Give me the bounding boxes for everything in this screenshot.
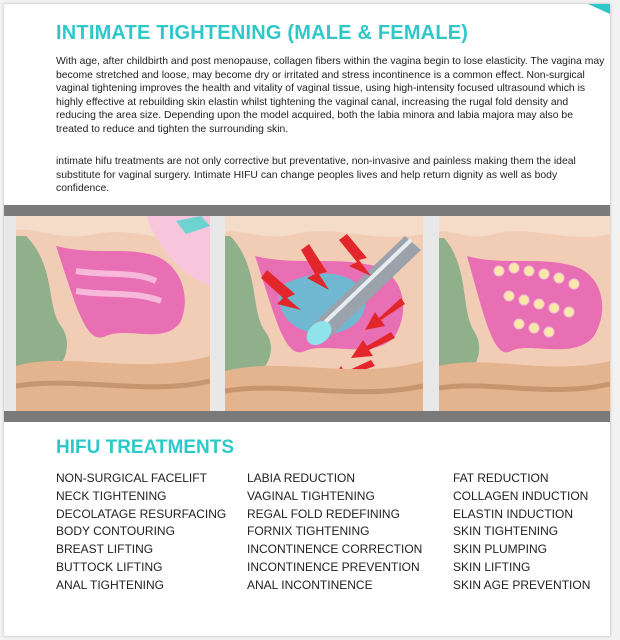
treatment-item: VAGINAL TIGHTENING [247, 488, 375, 503]
intro-paragraph: With age, after childbirth and post menopause, collagen fibers within the vagina begin to lose elasticity. The vagina may become stretched and loose, may become dry or irritated and stress incontinence is a common effect. Non-surgical vaginal tightening improves the health and vitality of vaginal tissue, using high-intensity focused ultrasound which is highly effective at rebuilding skin elastin whilst tightening the vaginal canal, increasing the rugal fold density and reducing the area size. Depending upon the model acquired, both the labia minora and labia majora may also be treated to reduce and tighten the surrounding skin. [56, 56, 605, 135]
treatment-item: NON-SURGICAL FACELIFT [56, 471, 207, 485]
before-treatment-panel [16, 216, 210, 411]
treatment-item: NECK TIGHTENING [56, 488, 167, 503]
treatments-column-2 [247, 470, 422, 595]
treatment-item: LABIA REDUCTION [247, 471, 356, 485]
page-title: INTIMATE TIGHTENING (MALE & FEMALE) [56, 22, 469, 44]
treatment-item: INCONTINENCE PREVENTION [247, 559, 420, 574]
treatments-column-1 [56, 470, 226, 595]
treatment-item: ELASTIN INDUCTION [453, 506, 574, 521]
treatment-item: REGAL FOLD REDEFINING [247, 506, 400, 521]
treatment-item: FORNIX TIGHTENING [247, 524, 370, 539]
document-page [4, 4, 610, 636]
secondary-paragraph: intimate hifu treatments are not only corrective but preventative, non-invasive and painless making them the ideal substitute for vaginal surgery. Intimate HIFU can change peoples lives and help return dignity as well as body confidence. [56, 156, 576, 195]
treatment-item: BUTTOCK LIFTING [56, 559, 163, 574]
treatment-item: SKIN PLUMPING [453, 542, 548, 557]
during-treatment-panel [225, 216, 423, 411]
treatment-item: INCONTINENCE CORRECTION [247, 542, 423, 557]
treatment-item: ANAL INCONTINENCE [247, 577, 373, 592]
treatment-item: SKIN TIGHTENING [453, 524, 559, 539]
treatments-title: HIFU TREATMENTS [56, 437, 235, 458]
treatment-item: ANAL TIGHTENING [56, 577, 165, 592]
treatment-item: BREAST LIFTING [56, 542, 154, 557]
treatment-item: BODY CONTOURING [56, 524, 175, 539]
illustration-bottom-band [4, 411, 610, 422]
corner-accent [588, 4, 610, 14]
treatment-item: SKIN AGE PREVENTION [453, 577, 591, 592]
treatments-column-3 [453, 470, 590, 595]
treatment-item: SKIN LIFTING [453, 559, 531, 574]
illustration-top-band [4, 205, 610, 216]
treatment-illustration [4, 216, 610, 411]
treatment-item: COLLAGEN INDUCTION [453, 488, 589, 503]
treatment-item: FAT REDUCTION [453, 471, 549, 485]
after-treatment-panel [439, 216, 610, 411]
treatment-item: DECOLATAGE RESURFACING [56, 506, 227, 521]
